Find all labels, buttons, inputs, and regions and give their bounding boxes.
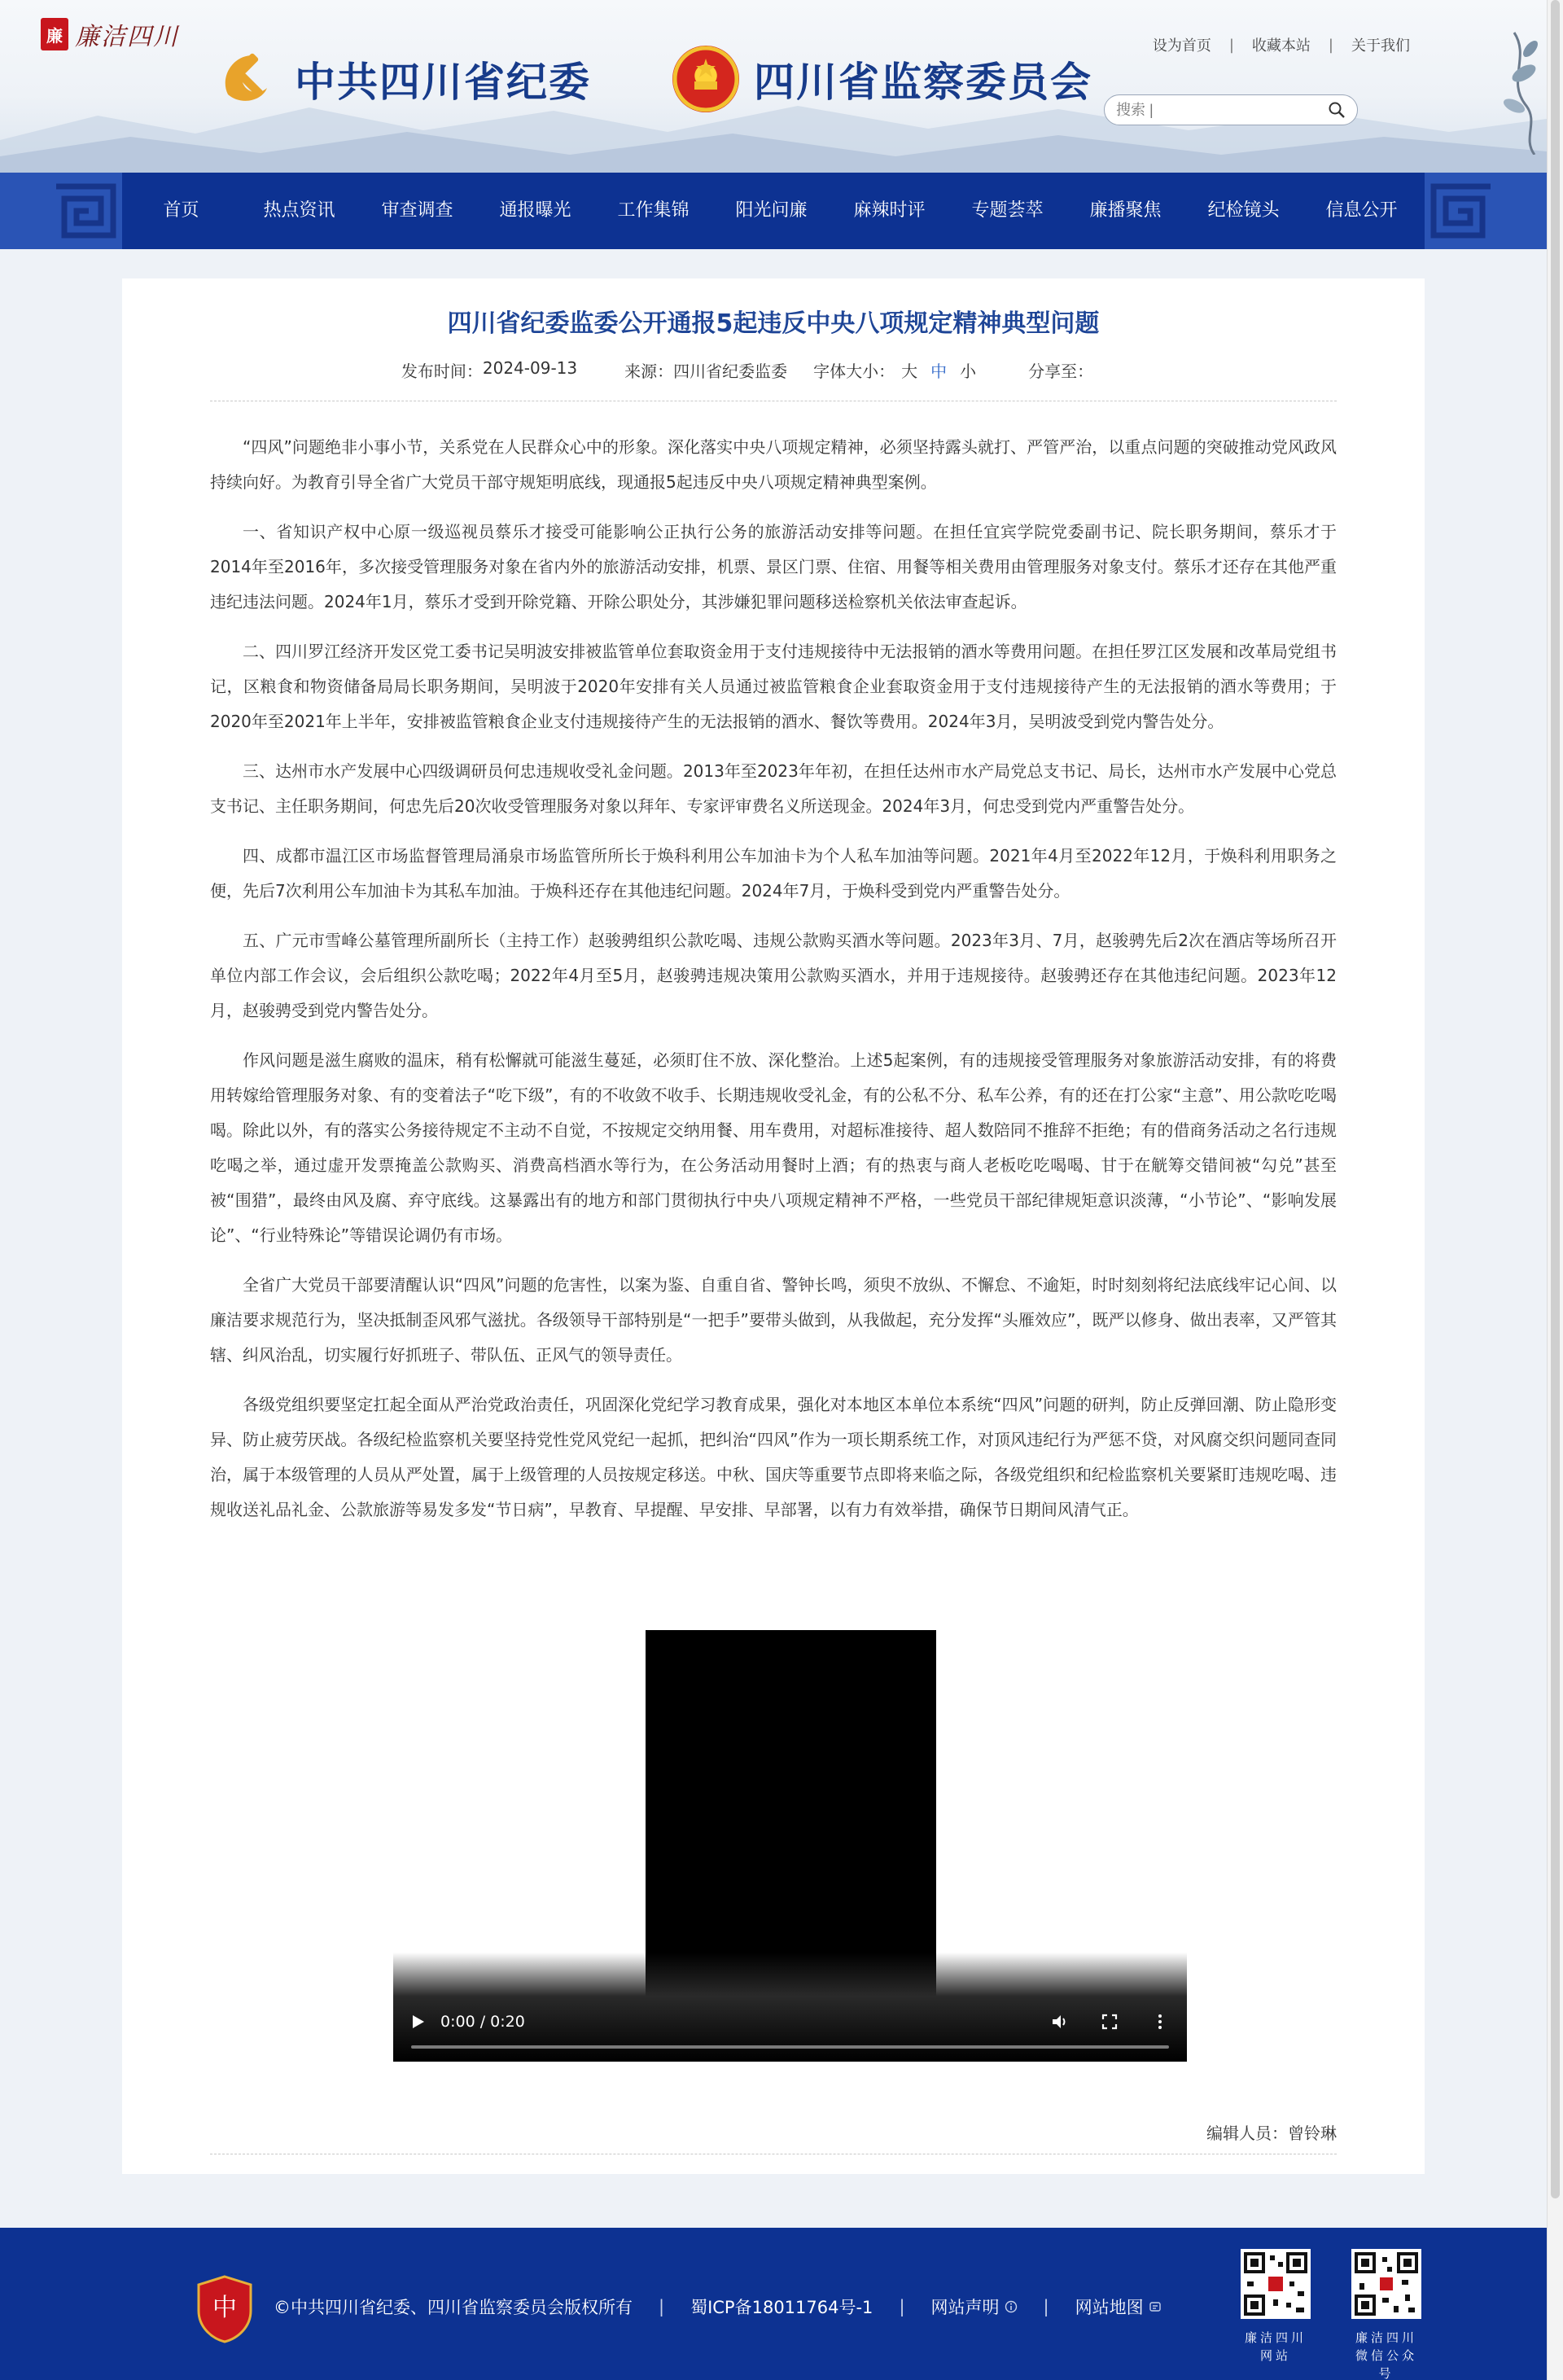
volume-icon[interactable] (1050, 2013, 1068, 2031)
nav-item-inspection-lens[interactable]: 纪检镜头 (1207, 200, 1280, 221)
copyright-text: ©中共四川省纪委、四川省监察委员会版权所有 (274, 2298, 633, 2317)
article-paragraph: 作风问题是滋生腐败的温床，稍有松懈就可能滋生蔓延，必须盯住不放、深化整治。上述5起案例，有的违规接受管理服务对象旅游活动安排，有的将费用转嫁给管理服务对象、有的变着法子“吃下级”，有的不收敛不收手、长期违规收受礼金，有的公私不分、私车公养，有的还在打公家“主意”、用公款吃吃喝喝。除此以外，有的落实公务接待规定不主动不自觉，不按规定交纳用餐、用车费用，对超标准接待、超人数陪同不推辞不拒绝；有的借商务活动之名行违规吃喝之举，通过虚开发票掩盖公款购买、消费高档酒水等行为，在公务活动用餐时上酒；有的热衷与商人老板吃吃喝喝、甘于在觥筹交错间被“勾兑”甚至被“围猎”，最终由风及腐、弃守底线。这暴露出有的地方和部门贯彻执行中央八项规定精神不严格，一些党员干部纪律规矩意识淡薄，“小节论”、“影响发展论”、“行业特殊论”等错误论调仍有市场。 (210, 1050, 1337, 1245)
font-size-medium[interactable]: 中 (930, 362, 948, 381)
org-title-left: 中共四川省纪委 (295, 59, 591, 106)
sitemap-link[interactable]: 网站地图 (1075, 2298, 1144, 2317)
nav-item-home[interactable]: 首页 (163, 200, 199, 221)
main-nav-bar (0, 173, 1547, 249)
publish-date: 2024-09-13 (482, 358, 578, 378)
qr-caption-line: 网站 (1259, 2348, 1291, 2363)
org-title-right: 四川省监察委员会 (754, 59, 1092, 106)
article-meta (122, 358, 1425, 382)
sitemap-icon (1149, 2300, 1162, 2313)
scrollbar-thumb[interactable] (1551, 0, 1560, 2198)
source-label: 来源： (624, 362, 674, 381)
nav-ornament-left (0, 173, 122, 249)
video-controls (393, 1953, 1187, 2062)
qr-code-icon (1241, 2249, 1311, 2319)
footer-links: ©中共四川省纪委、四川省监察委员会版权所有 | 蜀ICP备18011764号-1 | 网站声明 | 网站地图 (274, 2295, 1162, 2319)
org-cpc-discipline (213, 46, 591, 112)
site-header (0, 0, 1547, 173)
video-progress-bar[interactable] (411, 2045, 1169, 2049)
logo-text: 廉洁四川 (75, 23, 179, 51)
article-paragraph: 一、省知识产权中心原一级巡视员蔡乐才接受可能影响公正执行公务的旅游活动安排等问题。在担任宜宾学院党委副书记、院长职务期间，蔡乐才于2014年至2016年，多次接受管理服务对象在省内外的旅游活动安排，机票、景区门票、住宿、用餐等相关费用由管理服务对象支付。蔡乐才还存在其他严重违纪违法问题。2024年1月，蔡乐才受到开除党籍、开除公职处分，其涉嫌犯罪问题移送检察机关依法审查起诉。 (210, 522, 1337, 611)
search-icon[interactable] (1328, 101, 1346, 119)
svg-text:中: 中 (212, 2294, 237, 2322)
more-options-icon[interactable] (1151, 2013, 1169, 2031)
article-paragraph: 全省广大党员干部要清醒认识“四风”问题的危害性，以案为鉴、自重自省、警钟长鸣，须臾不放纵、不懈怠、不逾矩，时时刻刻将纪法底线牢记心间、以廉洁要求规范行为，坚决抵制歪风邪气滋扰。各级领导干部特别是“一把手”要带头做到，从我做起，充分发挥“头雁效应”，既严以修身、做出表率，又严管其辖、纠风治乱，切实履行好抓班子、带队伍、正风气的领导责任。 (210, 1275, 1337, 1365)
nav-ornament-right (1425, 173, 1547, 249)
font-size-label: 字体大小： (813, 362, 895, 381)
nav-item-broadcast[interactable]: 廉播聚焦 (1089, 200, 1162, 221)
share-label: 分享至： (1028, 362, 1094, 381)
editor-label: 编辑人员： (1206, 2124, 1288, 2143)
article-paragraph: “四风”问题绝非小事小节，关系党在人民群众心中的形象。深化落实中央八项规定精神，必须坚持露头就打、严管严治，以重点问题的突破推动党风政风持续向好。为教育引导全省广大党员干部守规矩明底线，现通报5起违反中央八项规定精神典型案例。 (210, 437, 1337, 492)
article-paragraph: 五、广元市雪峰公墓管理所副所长（主持工作）赵骏骋组织公款吃喝、违规公款购买酒水等问题。2023年3月、7月，赵骏骋先后2次在酒店等场所召开单位内部工作会议，会后组织公款吃喝；2022年4月至5月，赵骏骋违规决策用公款购买酒水，并用于违规接待。赵骏骋还存在其他违纪问题。2023年12月，赵骏骋受到党内警告处分。 (210, 931, 1337, 1020)
link-divider: | (1328, 36, 1333, 54)
article-paragraph: 二、四川罗江经济开发区党工委书记吴明波安排被监管单位套取资金用于支付违规接待中无法报销的酒水等费用问题。在担任罗江区发展和改革局党组书记，区粮食和物资储备局局长职务期间，吴明波于2020年安排有关人员通过被监管粮食企业套取资金用于支付违规接待产生的无法报销的酒水等费用；于2020年至2021年上半年，安排被监管粮食企业支付违规接待产生的无法报销的酒水、餐饮等费用。2024年3月，吴明波受到党内警告处分。 (210, 642, 1337, 731)
party-emblem-icon (213, 46, 280, 112)
video-player[interactable] (393, 1630, 1187, 2062)
qr-website-caption (1241, 2329, 1311, 2365)
nav-item-topics[interactable]: 专题荟萃 (971, 200, 1044, 221)
qr-caption-line: 微信公众号 (1355, 2348, 1417, 2380)
page-scrollbar[interactable] (1547, 0, 1563, 2380)
font-size-small[interactable]: 小 (960, 362, 977, 381)
article-paragraph: 三、达州市水产发展中心四级调研员何忠违规收受礼金问题。2013年至2023年年初，在担任达州市水产局党总支书记、局长，达州市水产发展中心党总支书记、主任职务期间，何忠先后20次收受管理服务对象以拜年、专家评审费名义所送现金。2024年3月，何忠受到党内严重警告处分。 (210, 761, 1337, 816)
video-time: 0:00 / 0:20 (440, 2013, 525, 2031)
icp-link[interactable]: 蜀ICP备18011764号-1 (690, 2298, 873, 2317)
search-box (1104, 94, 1358, 125)
editor-name: 曾铃琳 (1288, 2124, 1337, 2143)
link-divider: | (1228, 36, 1234, 54)
nav-item-sunshine-inquiry[interactable]: 阳光问廉 (735, 200, 808, 221)
play-icon[interactable] (411, 2014, 426, 2030)
nav-item-info-disclosure[interactable]: 信息公开 (1325, 200, 1398, 221)
qr-caption-line: 廉洁四川 (1355, 2330, 1417, 2345)
qr-website (1241, 2249, 1311, 2365)
site-logo[interactable] (41, 16, 179, 52)
org-supervision-commission (672, 46, 1092, 112)
fullscreen-icon[interactable] (1101, 2013, 1119, 2031)
site-footer (0, 2228, 1547, 2380)
qr-wechat-caption (1351, 2329, 1421, 2380)
source-value: 四川省纪委监委 (673, 362, 788, 381)
decorative-plant-icon (1490, 24, 1547, 155)
nav-item-exposure[interactable]: 通报曝光 (499, 200, 571, 221)
bookmark-link[interactable]: 收藏本站 (1251, 37, 1311, 55)
qr-wechat (1351, 2249, 1421, 2380)
logo-seal-icon: 廉 (41, 18, 68, 50)
article-paragraph: 各级党组织要坚定扛起全面从严治党政治责任，巩固深化党纪学习教育成果，强化对本地区本单位本系统“四风”问题的研判，防止反弹回潮、防止隐形变异、防止疲劳厌战。各级纪检监察机关要坚持党性党风党纪一起抓，把纠治“四风”作为一项长期系统工作，对顶风违纪行为严惩不贷，对风腐交织问题同查同治，属于本级管理的人员从严处置，属于上级管理的人员按规定移送。中秋、国庆等重要节点即将来临之际，各级党组织和纪检监察机关要紧盯违规吃喝、违规收送礼品礼金、公款旅游等易发多发“节日病”，早教育、早提醒、早安排、早部署，以有力有效举措，确保节日期间风清气正。 (210, 1395, 1337, 1519)
nav-item-hot-news[interactable]: 热点资讯 (263, 200, 335, 221)
site-statement-link[interactable]: 网站声明 (930, 2298, 1000, 2317)
nav-menu (122, 173, 1425, 249)
article-paragraph: 四、成都市温江区市场监督管理局涌泉市场监管所所长于焕科利用公车加油卡为个人私车加油等问题。2021年4月至2022年12月，于焕科利用职务之便，先后7次利用公车加油卡为其私车加油。于焕科还存在其他违纪问题。2024年7月，于焕科受到党内严重警告处分。 (210, 846, 1337, 901)
article-title: 四川省纪委监委公开通报5起违反中央八项规定精神典型问题 (447, 309, 1100, 338)
info-icon (1005, 2300, 1018, 2313)
footer-shield-icon (195, 2275, 254, 2343)
about-us-link[interactable]: 关于我们 (1351, 37, 1410, 55)
set-homepage-link[interactable]: 设为首页 (1152, 37, 1211, 55)
nav-item-work-highlights[interactable]: 工作集锦 (617, 200, 690, 221)
national-emblem-icon (672, 46, 739, 112)
article-body (210, 430, 1337, 1542)
publish-label: 发布时间： (401, 362, 483, 381)
top-links (1153, 34, 1410, 55)
nav-item-commentary[interactable]: 麻辣时评 (853, 200, 926, 221)
editor-credit (1206, 2120, 1337, 2144)
qr-code-icon (1351, 2249, 1421, 2319)
article-panel (122, 278, 1425, 2174)
font-size-large[interactable]: 大 (901, 362, 918, 381)
nav-item-investigation[interactable]: 审查调查 (381, 200, 453, 221)
search-input[interactable] (1116, 102, 1328, 119)
qr-caption-line: 廉洁四川 (1244, 2330, 1307, 2345)
